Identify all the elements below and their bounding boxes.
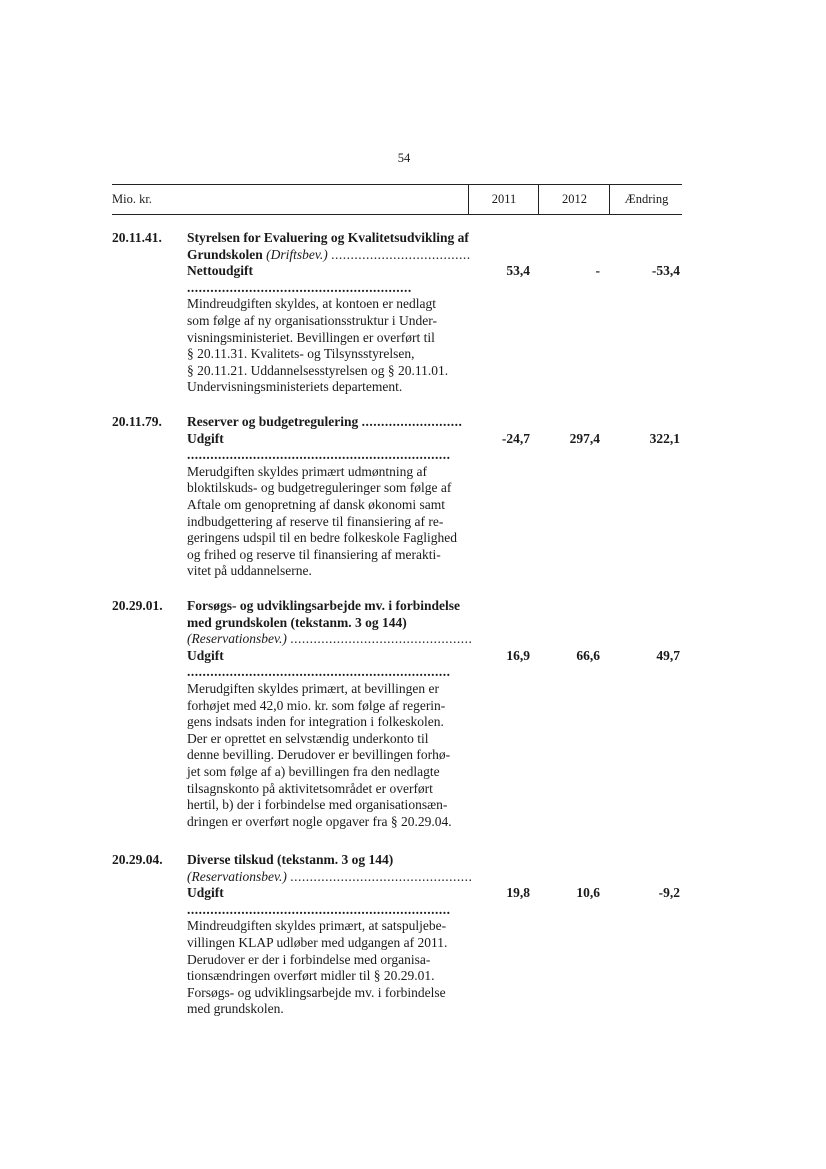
entry-label: Udgift: [187, 430, 224, 446]
entry-code: 20.11.41.: [112, 230, 162, 245]
entry-title-continuation: [187, 247, 473, 264]
value-2011: 16,9: [506, 647, 530, 663]
entry-title: Styrelsen for Evaluering og Kvalitetsudvikling af: [187, 230, 469, 245]
description-line: Mindreudgiften skyldes, at kontoen er nedlagt: [187, 296, 436, 312]
leader-dots: ..........................................................: [187, 279, 412, 295]
leader-dots: ..........................: [361, 414, 463, 429]
entry-body: [187, 414, 473, 580]
entry-code: 20.29.04.: [112, 852, 163, 867]
entry-code: 20.11.79.: [112, 414, 162, 429]
entry-label-line: [187, 263, 473, 296]
entry-title-line: [187, 414, 473, 431]
description-line: indbudgettering af reserve til finansiering af re-: [187, 513, 444, 529]
entry-title: Diverse tilskud (tekstanm. 3 og 144): [187, 852, 394, 867]
entry-description: [187, 296, 473, 396]
description-line: gens indsats inden for integration i folkeskolen.: [187, 714, 444, 730]
entry-label: Udgift: [187, 647, 224, 663]
entry-subtitle-line: [187, 631, 473, 648]
table-header: [112, 184, 682, 215]
description-line: § 20.11.31. Kvalitets- og Tilsynsstyrelsen,: [187, 346, 415, 362]
column-header-2011: 2011: [468, 185, 539, 214]
leader-dots: ....................................................................: [187, 664, 451, 680]
entry-label-line: [187, 431, 473, 464]
description-line: Forsøgs- og udviklingsarbejde mv. i forbindelse: [187, 984, 446, 1000]
value-2012: 297,4: [569, 430, 600, 446]
leader-dots: ....................................................................: [187, 447, 451, 463]
entry-title: med grundskolen (tekstanm. 3 og 144): [187, 614, 407, 630]
leader-dots: ...............................................: [290, 868, 473, 884]
value-2011: -24,7: [501, 430, 530, 446]
description-line: dringen er overført nogle opgaver fra § 20.29.04.: [187, 813, 452, 829]
entry-description: [187, 918, 473, 1018]
value-2012: 66,6: [576, 647, 600, 663]
description-line: med grundskolen.: [187, 1001, 284, 1017]
entry-label: Nettoudgift: [187, 263, 253, 279]
entry-code: 20.29.01.: [112, 598, 163, 613]
entry-label-line: [187, 885, 473, 918]
entry-body: [187, 230, 473, 396]
page-number: 54: [397, 151, 411, 165]
description-line: Merudgiften skyldes primært udmøntning af: [187, 463, 427, 479]
entry-title-tail: Grundskolen: [187, 246, 263, 262]
entry-title: Reserver og budgetregulering: [187, 414, 359, 429]
value-2012: 10,6: [576, 885, 600, 901]
entry-description: [187, 681, 473, 830]
entry-title: Forsøgs- og udviklingsarbejde mv. i forbindelse: [187, 598, 461, 613]
description-line: og frihed og reserve til finansiering af merakti-: [187, 546, 441, 562]
unit-label: Mio. kr.: [112, 192, 152, 206]
description-line: Mindreudgiften skyldes primært, at satspuljebe-: [187, 918, 447, 934]
value-2011: 53,4: [506, 263, 530, 279]
entry-body: [187, 852, 473, 1018]
value-2011: 19,8: [506, 885, 530, 901]
value-change: -9,2: [658, 885, 680, 901]
entry-subtitle: (Reservationsbev.): [187, 868, 287, 884]
description-line: Der er oprettet en selvstændig underkonto til: [187, 730, 429, 746]
leader-dots: ...............................................: [290, 631, 473, 647]
description-line: visningsministeriet. Bevillingen er overført til: [187, 329, 435, 345]
description-line: Aftale om genopretning af dansk økonomi samt: [187, 496, 445, 512]
description-line: tilsagnskonto på aktivitetsområdet er overført: [187, 780, 433, 796]
description-line: jet som følge af a) bevillingen fra den nedlagte: [187, 763, 440, 779]
description-line: tionsændringen overført midler til § 20.29.01.: [187, 968, 435, 984]
entry-body: [187, 598, 473, 830]
value-change: -53,4: [651, 263, 680, 279]
entry-description: [187, 464, 473, 580]
entry-label: Udgift: [187, 885, 224, 901]
description-line: geringens udspil til en bedre folkeskole Faglighed: [187, 530, 457, 546]
description-line: vitet på uddannelserne.: [187, 563, 312, 579]
leader-dots: ....................................: [331, 246, 471, 262]
column-header-2012: 2012: [538, 185, 610, 214]
entry-subtitle: (Reservationsbev.): [187, 631, 287, 647]
description-line: bloktilskuds- og budgetreguleringer som følge af: [187, 480, 452, 496]
column-header-change: Ændring: [609, 185, 683, 214]
leader-dots: ....................................................................: [187, 901, 451, 917]
description-line: som følge af ny organisationsstruktur i Under-: [187, 312, 437, 328]
value-change: 322,1: [649, 430, 680, 446]
description-line: Undervisningsministeriets departement.: [187, 379, 403, 395]
description-line: denne bevilling. Derudover er bevillingen forhø-: [187, 747, 451, 763]
entry-subtitle-line: [187, 869, 473, 886]
description-line: hertil, b) der i forbindelse med organisationsæn-: [187, 797, 448, 813]
description-line: forhøjet med 42,0 mio. kr. som følge af regerin-: [187, 697, 446, 713]
description-line: Derudover er der i forbindelse med organisa-: [187, 951, 431, 967]
entry-subtitle: (Driftsbev.): [266, 246, 328, 262]
description-line: § 20.11.21. Uddannelsesstyrelsen og § 20.11.01.: [187, 362, 449, 378]
entry-label-line: [187, 648, 473, 681]
description-line: villingen KLAP udløber med udgangen af 2011.: [187, 934, 448, 950]
value-change: 49,7: [656, 647, 680, 663]
value-2012: -: [595, 263, 600, 279]
description-line: Merudgiften skyldes primært, at bevillingen er: [187, 680, 439, 696]
